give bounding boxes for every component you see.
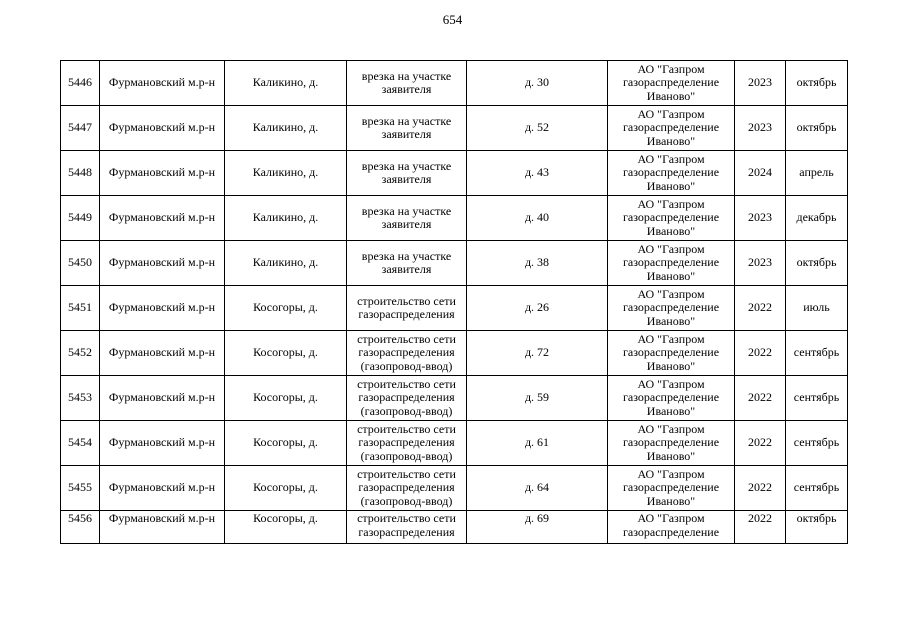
organization-cell: АО "Газпром газораспределение Иваново": [608, 331, 735, 376]
year-cell: 2023: [735, 61, 786, 106]
year-cell: 2022: [735, 286, 786, 331]
month-cell: июль: [786, 286, 848, 331]
month-cell: декабрь: [786, 196, 848, 241]
month-cell: октябрь: [786, 241, 848, 286]
district-cell: Фурмановский м.р-н: [100, 376, 225, 421]
house-number-cell: д. 40: [467, 196, 608, 241]
table-row: [61, 196, 848, 241]
locality-cell: Косогоры, д.: [225, 421, 347, 466]
locality-cell: Каликино, д.: [225, 61, 347, 106]
table-row: [61, 61, 848, 106]
district-cell: Фурмановский м.р-н: [100, 511, 225, 544]
organization-cell: АО "Газпром газораспределение Иваново": [608, 466, 735, 511]
gas-connection-table: [60, 60, 848, 544]
month-cell: сентябрь: [786, 376, 848, 421]
work-type-cell: врезка на участке заявителя: [347, 196, 467, 241]
house-number-cell: д. 26: [467, 286, 608, 331]
organization-cell: АО "Газпром газораспределение Иваново": [608, 61, 735, 106]
locality-cell: Косогоры, д.: [225, 511, 347, 544]
year-cell: 2022: [735, 466, 786, 511]
work-type-cell: строительство сети газораспределения (газопровод-ввод): [347, 376, 467, 421]
month-cell: сентябрь: [786, 421, 848, 466]
row-number-cell: 5455: [61, 466, 100, 511]
row-number-cell: 5453: [61, 376, 100, 421]
year-cell: 2023: [735, 241, 786, 286]
table-row: [61, 106, 848, 151]
work-type-cell: врезка на участке заявителя: [347, 61, 467, 106]
row-number-cell: 5448: [61, 151, 100, 196]
locality-cell: Каликино, д.: [225, 241, 347, 286]
table-row: [61, 241, 848, 286]
year-cell: 2022: [735, 511, 786, 544]
table-row: [61, 376, 848, 421]
row-number-cell: 5447: [61, 106, 100, 151]
locality-cell: Косогоры, д.: [225, 331, 347, 376]
district-cell: Фурмановский м.р-н: [100, 196, 225, 241]
work-type-cell: врезка на участке заявителя: [347, 241, 467, 286]
house-number-cell: д. 52: [467, 106, 608, 151]
row-number-cell: 5454: [61, 421, 100, 466]
work-type-cell: строительство сети газораспределения: [347, 511, 467, 544]
page-number: 654: [442, 12, 463, 27]
year-cell: 2023: [735, 106, 786, 151]
house-number-cell: д. 69: [467, 511, 608, 544]
row-number-cell: 5450: [61, 241, 100, 286]
table-row: [61, 466, 848, 511]
locality-cell: Косогоры, д.: [225, 286, 347, 331]
row-number-cell: 5449: [61, 196, 100, 241]
house-number-cell: д. 30: [467, 61, 608, 106]
district-cell: Фурмановский м.р-н: [100, 241, 225, 286]
month-cell: апрель: [786, 151, 848, 196]
district-cell: Фурмановский м.р-н: [100, 286, 225, 331]
house-number-cell: д. 38: [467, 241, 608, 286]
district-cell: Фурмановский м.р-н: [100, 331, 225, 376]
locality-cell: Каликино, д.: [225, 196, 347, 241]
work-type-cell: врезка на участке заявителя: [347, 106, 467, 151]
year-cell: 2022: [735, 331, 786, 376]
organization-cell: АО "Газпром газораспределение Иваново": [608, 286, 735, 331]
organization-cell: АО "Газпром газораспределение Иваново": [608, 376, 735, 421]
organization-cell: АО "Газпром газораспределение Иваново": [608, 151, 735, 196]
locality-cell: Каликино, д.: [225, 151, 347, 196]
month-cell: октябрь: [786, 511, 848, 544]
organization-cell: АО "Газпром газораспределение Иваново": [608, 196, 735, 241]
work-type-cell: строительство сети газораспределения: [347, 286, 467, 331]
table-row: [61, 511, 848, 544]
organization-cell: АО "Газпром газораспределение Иваново": [608, 241, 735, 286]
locality-cell: Каликино, д.: [225, 106, 347, 151]
house-number-cell: д. 61: [467, 421, 608, 466]
year-cell: 2024: [735, 151, 786, 196]
locality-cell: Косогоры, д.: [225, 466, 347, 511]
table-row: [61, 151, 848, 196]
district-cell: Фурмановский м.р-н: [100, 61, 225, 106]
table-row: [61, 286, 848, 331]
organization-cell: АО "Газпром газораспределение: [608, 511, 735, 544]
row-number-cell: 5451: [61, 286, 100, 331]
house-number-cell: д. 59: [467, 376, 608, 421]
table-row: [61, 421, 848, 466]
month-cell: сентябрь: [786, 331, 848, 376]
work-type-cell: строительство сети газораспределения (газопровод-ввод): [347, 466, 467, 511]
district-cell: Фурмановский м.р-н: [100, 421, 225, 466]
month-cell: октябрь: [786, 106, 848, 151]
district-cell: Фурмановский м.р-н: [100, 106, 225, 151]
month-cell: октябрь: [786, 61, 848, 106]
table-row: [61, 331, 848, 376]
locality-cell: Косогоры, д.: [225, 376, 347, 421]
district-cell: Фурмановский м.р-н: [100, 466, 225, 511]
year-cell: 2023: [735, 196, 786, 241]
row-number-cell: 5456: [61, 511, 100, 544]
month-cell: сентябрь: [786, 466, 848, 511]
table-body: [61, 61, 848, 544]
district-cell: Фурмановский м.р-н: [100, 151, 225, 196]
house-number-cell: д. 43: [467, 151, 608, 196]
year-cell: 2022: [735, 376, 786, 421]
house-number-cell: д. 64: [467, 466, 608, 511]
year-cell: 2022: [735, 421, 786, 466]
row-number-cell: 5452: [61, 331, 100, 376]
organization-cell: АО "Газпром газораспределение Иваново": [608, 421, 735, 466]
work-type-cell: строительство сети газораспределения (газопровод-ввод): [347, 331, 467, 376]
row-number-cell: 5446: [61, 61, 100, 106]
work-type-cell: строительство сети газораспределения (газопровод-ввод): [347, 421, 467, 466]
work-type-cell: врезка на участке заявителя: [347, 151, 467, 196]
house-number-cell: д. 72: [467, 331, 608, 376]
organization-cell: АО "Газпром газораспределение Иваново": [608, 106, 735, 151]
